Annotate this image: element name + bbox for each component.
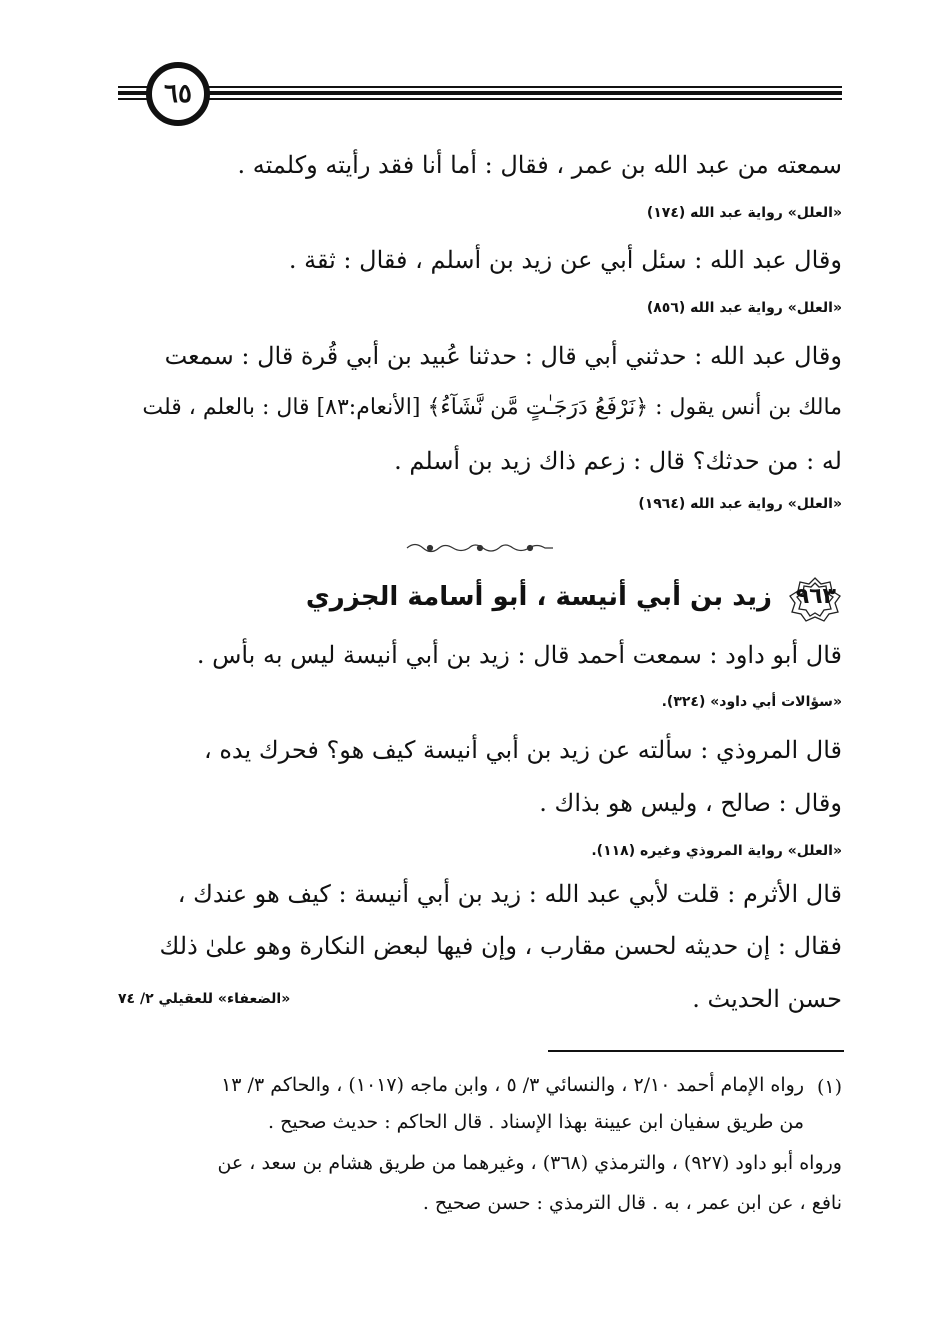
source-citation: «الضعفاء» للعقيلي ٢/ ٧٤ [118,991,291,1007]
footnote-line: ورواه أبو داود (٩٢٧) ، والترمذي (٣٦٨) ، وغيرهما من طريق هشام بن سعد ، عن [217,1152,842,1174]
header-rule [118,91,842,95]
footnote-line: نافع ، عن ابن عمر ، به . قال الترمذي : حسن صحيح . [422,1192,842,1214]
paragraph-line: وقال عبد الله : حدثني أبي قال : حدثنا عُبيد بن أبي قُرة قال : سمعت [164,342,842,370]
entry-title: زيد بن أبي أنيسة ، أبو أسامة الجزري [305,582,772,612]
source-citation: «العلل» رواية المروذي وغيره (١١٨). [591,843,842,859]
paragraph-line: له : من حدثك؟ قال : زعم ذاك زيد بن أسلم . [394,447,842,475]
footnote-marker: (١) [816,1076,842,1098]
paragraph-line: قال أبو داود : سمعت أحمد قال : زيد بن أبي أنيسة ليس به بأس . [196,641,842,669]
footnote-line: رواه الإمام أحمد ٢/١٠ ، والنسائي ٣/ ٥ ، وابن ماجه (١٠١٧) ، والحاكم ٣/ ١٣ [221,1074,804,1096]
entry-heading [100,576,842,626]
page-number: ٦٥ [146,62,210,126]
paragraph-line: وقال : صالح ، وليس هو بذاك . [539,789,842,817]
footnote-separator [548,1050,844,1052]
entry-number: ٩٦٣ [795,584,836,609]
paragraph-line: وقال عبد الله : سئل أبي عن زيد بن أسلم ، فقال : ثقة . [288,246,842,274]
footnote-line: من طريق سفيان ابن عيينة بهذا الإسناد . قال الحاكم : حديث صحيح . [268,1111,804,1133]
source-citation: «سؤالات أبي داود» (٣٢٤). [661,694,842,710]
paragraph-line: مالك بن أنس يقول : ﴿نَرْفَعُ دَرَجَـٰتٍ مَّن نَّشَآءُ﴾ [الأنعام:٨٣] قال : بالعلم ، قلت [142,395,842,420]
paragraph-line: قال الأثرم : قلت لأبي عبد الله : زيد بن أبي أنيسة : كيف هو عندك ، [177,880,842,908]
paragraph-line: قال المروذي : سألته عن زيد بن أبي أنيسة كيف هو؟ فحرك يده ، [203,736,842,764]
paragraph-line: فقال : إن حديثه لحسن مقارب ، وإن فيها لبعض النكارة وهو علىٰ ذلك [159,932,842,960]
source-citation: «العلل» رواية عبد الله (١٧٤) [646,205,842,221]
source-citation: «العلل» رواية عبد الله (٨٥٦) [646,300,842,316]
page-header [118,60,842,130]
ornament-divider [405,541,555,555]
header-rule [118,86,842,88]
source-citation: «العلل» رواية عبد الله (١٩٦٤) [638,496,842,512]
paragraph-line: سمعته من عبد الله بن عمر ، فقال : أما أنا فقد رأيته وكلمته . [237,151,842,179]
header-rule [118,98,842,100]
paragraph-line: حسن الحديث . [692,985,842,1013]
